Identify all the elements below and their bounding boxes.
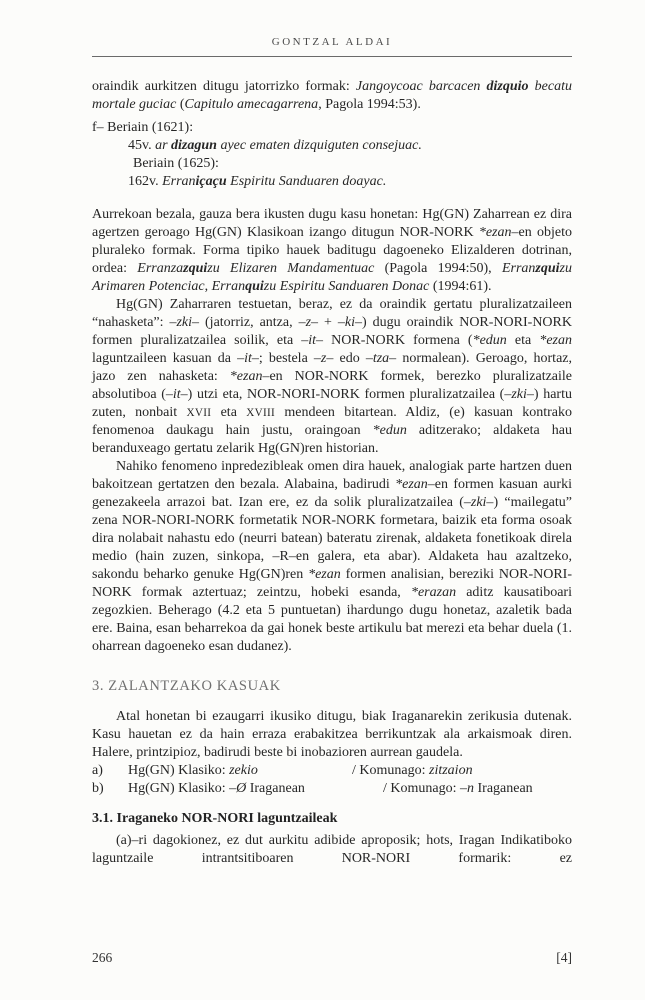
text-segment: –n (460, 781, 474, 796)
paragraph-dagokionez (92, 832, 572, 868)
text-segment: formen analisian, bereziki NOR-NORI-NORK formak aztertuaz; zeintzu, hobeki esanda, (92, 567, 572, 600)
page-number: 266 (92, 950, 113, 965)
text-segment: zekio (229, 763, 258, 778)
text-segment: ) dugu oraindik NOR-NORI-NORK formen pluralizatzailea soilik, eta (92, 315, 572, 348)
example-block (92, 119, 572, 191)
text-segment: Atal honetan bi ezaugarri ikusiko ditugu, biak Iraganarekin zerikusia dutenak. Kasu hauetan ez da hain erraza erabakitzea berrikuntzak ala arkaismoak diren. Halere, printzipioz, badirudi beste bi inobazioren aurrean gaudela. (92, 709, 572, 760)
text-segment: *ezan (539, 333, 572, 348)
text-segment: / Komunago: (383, 781, 460, 796)
text-segment: –zki– (504, 387, 534, 402)
text-segment: –Ø (229, 781, 247, 796)
text-segment: NOR-NORK formena ( (323, 333, 473, 348)
text-segment: –it– (165, 387, 188, 402)
text-segment: Aurrekoan bezala, gauza bera ikusten dugu kasu honetan: Hg(GN) Zaharrean ez dira agertzen geroago Hg(GN) Klasikoan izango ditugun NOR-NORK (92, 207, 572, 240)
paragraph-nahiko (92, 458, 572, 656)
text-segment: *ezan (229, 369, 263, 384)
example-line-citation-2 (92, 173, 572, 191)
text-segment: ayec ematen dizquiguten consejuac. (216, 138, 422, 153)
text-segment: zu Elizaren Mandamentuac (207, 261, 375, 276)
text-segment: dizquio (486, 79, 529, 94)
text-column (92, 36, 572, 868)
text-segment: *edun (372, 423, 407, 438)
text-segment: dizagun (171, 138, 217, 153)
text-segment: –z– (298, 315, 319, 330)
text-segment: –it– (301, 333, 324, 348)
text-segment: –en formen kasuan aurki genezakeela arrazoi bat. Izan ere, ez da solik pluralizatzailea ( (92, 477, 572, 510)
text-segment: becatu mortale guciac (92, 79, 572, 112)
text-segment: zitzaion (429, 763, 473, 778)
text-segment: –ki– (337, 315, 362, 330)
running-header-title: GONTZAL ALDAI (271, 36, 393, 48)
text-segment: (Pagola 1994:50), (374, 261, 502, 276)
example-line-citation-1 (92, 137, 572, 155)
list-right-text (383, 780, 533, 798)
text-segment: *ezan (308, 567, 341, 582)
text-segment: zu Espiritu Sanduaren Donac (263, 279, 430, 294)
text-segment: , Pagola 1994:53). (318, 97, 421, 112)
paragraph-zaharraren (92, 296, 572, 458)
text-segment: Hg(GN) Zaharraren testuetan, beraz, ez da oraindik gertatu pluralizatzaileen “nahasketa”: (92, 297, 572, 330)
text-segment: Erranza (137, 261, 184, 276)
list-left-text (128, 763, 258, 778)
text-segment: ) utzi eta, NOR-NORI-NORK formen pluralizatzailea ( (187, 387, 505, 402)
text-segment: 45v. (128, 138, 156, 153)
page-footer (92, 950, 572, 966)
text-segment: qui (245, 279, 264, 294)
text-segment: Iraganean (474, 781, 533, 796)
text-segment: mendeen bitartean. Aldiz, (e) kasuan kontrako fenomenoa daukagu hain justu, oraingoan (92, 405, 573, 438)
text-segment: ; bestela (258, 351, 314, 366)
text-segment: , (204, 279, 212, 294)
text-segment: Hg(GN) Klasiko: (128, 763, 230, 778)
text-segment: (jatorriz, antza, (199, 315, 299, 330)
text-segment: Beriain (1625): (133, 156, 219, 171)
text-segment: eta (506, 333, 540, 348)
list-item-b (92, 780, 572, 798)
text-segment: Espiritu Sanduaren doayac. (226, 174, 387, 189)
text-segment: *ezan (395, 477, 428, 492)
running-header (92, 36, 572, 57)
text-segment: aditz kausatiboari zegozkien. Beherago (4.2 eta 5 puntuetan) ihardungo dugu honetaz, azaletik bada ere. Baina, esan beharrekoa da gai honek beste artikulu bat merezi eta behar duela (1. oharrean dagoeneko esan dudanez). (92, 585, 572, 654)
text-segment: ) “mailegatu” zena NOR-NORI-NORK formetatik NOR-NORK formetara, baizik eta forma osoak dira nolabait nahastu edo (neurri batean) bateratu zirenak, aldaketa fonetikoak direla medio (hain zuzen, sinkopa, –R–en galera, eta abar). Aldaketa hau azaltzeko, sakondu beharko genuke Hg(GN)ren (92, 495, 572, 582)
text-segment: Hg(GN) Klasiko: (128, 781, 230, 796)
text-segment: edo (333, 351, 366, 366)
text-segment: Erran (211, 279, 246, 294)
list-left-text (128, 781, 305, 796)
text-segment: / Komunago: (352, 763, 429, 778)
text-segment: 162v. (128, 174, 163, 189)
paragraph-atal (92, 708, 572, 762)
subsection-heading: 3.1. Iraganeko NOR-NORI laguntzaileak (92, 811, 338, 826)
text-segment: (a)–ri dagokionez, ez dut aurkitu adibide aproposik; hots, Iragan Indikatiboko laguntzaile intrantsitiboaren NOR-NORI formarik: ez (92, 833, 572, 866)
text-segment: Capitulo amecagarrena (184, 97, 319, 112)
example-line-source-2 (92, 155, 572, 173)
text-segment: ) hartu zuten, nonbait (92, 387, 572, 420)
list-right-text (352, 762, 473, 780)
text-segment: *edun (472, 333, 507, 348)
list-marker: b) (92, 781, 104, 796)
text-segment: içaçu (195, 174, 227, 189)
list-item-a (92, 762, 572, 780)
text-segment: ( (176, 97, 185, 112)
text-segment: eta (211, 405, 247, 420)
text-segment: Iraganean (246, 781, 305, 796)
text-segment: –en NOR-NORK formek, berezko pluralizatzaile absolutiboa ( (92, 369, 572, 402)
body-text (92, 78, 572, 868)
text-segment: f– Beriain (1621): (92, 120, 194, 135)
issue-number: [4] (556, 950, 572, 965)
text-segment: Erran (162, 174, 196, 189)
example-line-source-1 (92, 119, 572, 137)
text-segment: –zki– (169, 315, 200, 330)
text-segment: zu Arimaren Potenciac (92, 261, 572, 294)
text-segment: *ezan (478, 225, 512, 240)
text-segment: normalean). Geroago, hortaz, jazo zen nahasketa: (92, 351, 572, 384)
comparison-list (92, 762, 572, 798)
paragraph-opening (92, 78, 572, 114)
list-marker: a) (92, 763, 103, 778)
section-heading: 3. ZALANTZAKO KASUAK (92, 678, 281, 694)
text-segment: Nahiko fenomeno inpredezibleak omen dira hauek, analogiak parte hartzen duen bakoitzean gertatzen den bezala. Alabaina, badirudi (92, 459, 572, 492)
text-segment: –zki– (463, 495, 494, 510)
text-segment: laguntzaileen kasuan da (92, 351, 238, 366)
text-segment: ar (155, 138, 172, 153)
text-segment: XVII (186, 407, 212, 419)
text-segment: *erazan (410, 585, 457, 600)
text-segment: zqui (535, 261, 560, 276)
text-segment: Jangoycoac barcacen (355, 79, 487, 94)
text-segment: Erran (501, 261, 536, 276)
text-segment: –z– (313, 351, 334, 366)
text-segment: oraindik aurkitzen ditugu jatorrizko formak: (92, 79, 356, 94)
text-segment: (1994:61). (429, 279, 492, 294)
text-segment: + (318, 315, 338, 330)
text-segment: aditzerako; aldaketa hau beranduxeago gertatu zelarik Hg(GN)ren historian. (92, 423, 572, 456)
text-segment: –en objeto pluraleko formak. Forma tipiko hauek baditugu dagoeneko Elizalderen dotrinan, ordea: (92, 225, 572, 276)
text-segment: –it– (237, 351, 259, 366)
text-segment: XVIII (246, 407, 276, 419)
text-segment: zqui (183, 261, 208, 276)
text-segment: –tza– (365, 351, 397, 366)
paragraph-aurrekoan (92, 206, 572, 296)
